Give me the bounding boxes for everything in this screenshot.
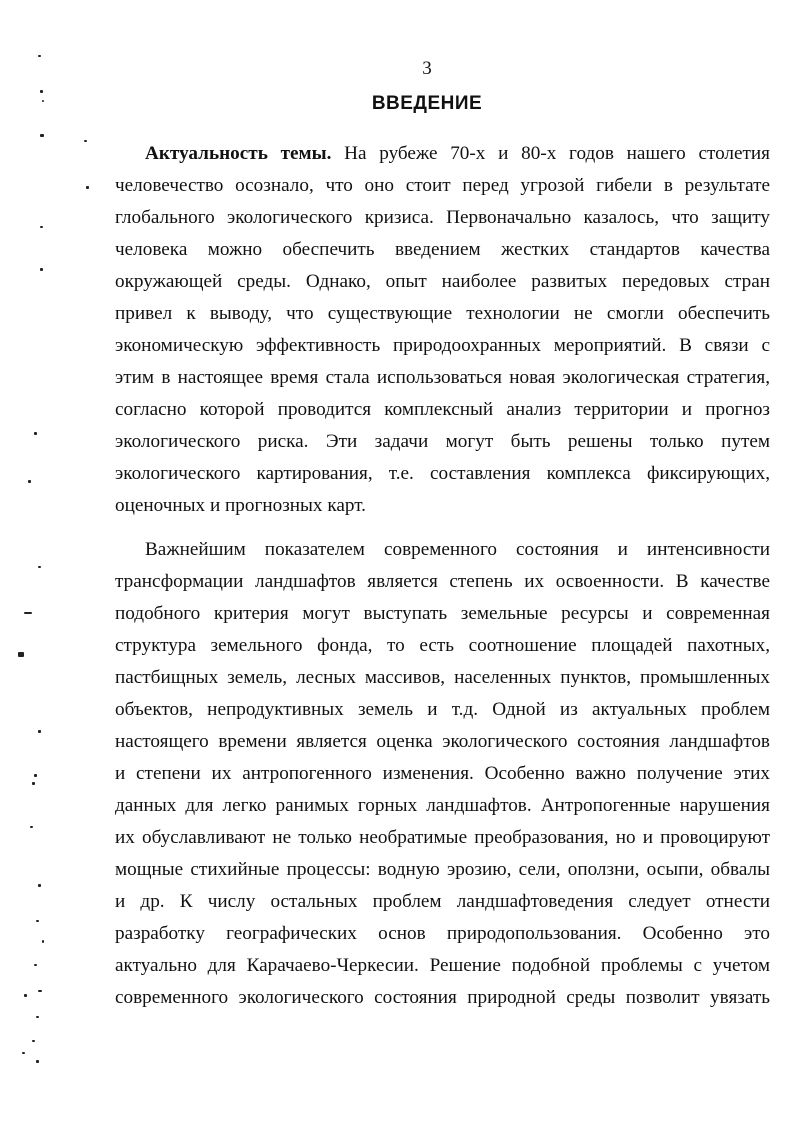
- text-line: человечество осознало, что оно стоит перед угрозой гибели в результате: [115, 175, 770, 196]
- scan-speck: [34, 774, 37, 777]
- text-line: настоящего времени является оценка экологического состояния ландшафтов: [115, 731, 770, 752]
- text-line: пастбищных земель, лесных массивов, населенных пунктов, промышленных: [115, 667, 770, 688]
- text-line: привел к выводу, что существующие технологии не смогли обеспечить: [115, 303, 770, 324]
- paragraph-1-line-1: [115, 138, 770, 170]
- paragraph-2: [115, 534, 770, 1014]
- text-line: их обуславливают не только необратимые преобразования, но и провоцируют: [115, 827, 770, 848]
- topic-lead: Актуальность темы.: [145, 143, 332, 164]
- scan-speck: [38, 55, 41, 57]
- first-line-rest: На рубеже 70-х и 80-х годов нашего столетия: [344, 143, 770, 164]
- scan-speck: [40, 90, 43, 93]
- scan-speck: [36, 1016, 39, 1018]
- text-line: данных для легко ранимых горных ландшафтов. Антропогенные нарушения: [115, 795, 770, 816]
- scan-speck: [38, 730, 41, 733]
- text-line: человека можно обеспечить введением жестких стандартов качества: [115, 239, 770, 260]
- text-line: и др. К числу остальных проблем ландшафтоведения следует отнести: [115, 891, 770, 912]
- scan-speck: [32, 1040, 35, 1042]
- text-line: согласно которой проводится комплексный анализ территории и прогноз: [115, 399, 770, 420]
- text-line: структура земельного фонда, то есть соотношение площадей пахотных,: [115, 635, 770, 656]
- scan-speck: [40, 268, 43, 271]
- text-line: и степени их антропогенного изменения. Особенно важно получение этих: [115, 763, 770, 784]
- text-line: окружающей среды. Однако, опыт наиболее развитых передовых стран: [115, 271, 770, 292]
- scan-speck: [28, 480, 31, 483]
- text-line: экологического риска. Эти задачи могут быть решены только путем: [115, 431, 770, 452]
- scan-speck: [42, 940, 44, 943]
- scan-speck: [30, 826, 33, 828]
- scan-speck: [40, 226, 43, 228]
- scan-speck: [36, 920, 39, 922]
- scan-speck: [24, 994, 27, 997]
- text-line: объектов, непродуктивных земель и т.д. Одной из актуальных проблем: [115, 699, 770, 720]
- text-line: мощные стихийные процессы: водную эрозию, сели, оползни, осыпи, обвалы: [115, 859, 770, 880]
- scan-speck: [42, 100, 44, 102]
- text-line: Важнейшим показателем современного состояния и интенсивности: [145, 539, 770, 560]
- scan-speck: [32, 782, 35, 785]
- text-line: трансформации ландшафтов является степень их освоенности. В качестве: [115, 571, 770, 592]
- body-text: [115, 138, 770, 1014]
- scan-speck: [24, 612, 32, 614]
- scan-speck: [22, 1052, 25, 1054]
- scan-speck: [38, 990, 42, 992]
- page-number: 3: [422, 58, 432, 79]
- scan-speck: [86, 186, 89, 189]
- text-line: экономическую эффективность природоохранных мероприятий. В связи с: [115, 335, 770, 356]
- scan-speck: [38, 884, 41, 887]
- scan-speck: [34, 432, 37, 435]
- scan-speck: [36, 1060, 39, 1063]
- text-line: разработку географических основ природопользования. Особенно это: [115, 923, 770, 944]
- paragraph-1: [115, 138, 770, 522]
- text-line: актуально для Карачаево-Черкесии. Решение подобной проблемы с учетом: [115, 955, 770, 976]
- text-line: современного экологического состояния природной среды позволит увязать: [115, 987, 770, 1008]
- text-line: этим в настоящее время стала использоваться новая экологическая стратегия,: [115, 367, 770, 388]
- scan-speck: [84, 140, 87, 142]
- text-line: экологического картирования, т.е. составления комплекса фиксирующих,: [115, 463, 770, 484]
- text-line: глобального экологического кризиса. Первоначально казалось, что защиту: [115, 207, 770, 228]
- scan-speck: [40, 134, 44, 137]
- scan-speck: [38, 566, 41, 568]
- scan-speck: [18, 652, 24, 657]
- text-line: подобного критерия могут выступать земельные ресурсы и современная: [115, 603, 770, 624]
- section-heading: ВВЕДЕНИЕ: [371, 93, 483, 114]
- text-line: оценочных и прогнозных карт.: [115, 495, 366, 516]
- scan-speck: [34, 964, 37, 966]
